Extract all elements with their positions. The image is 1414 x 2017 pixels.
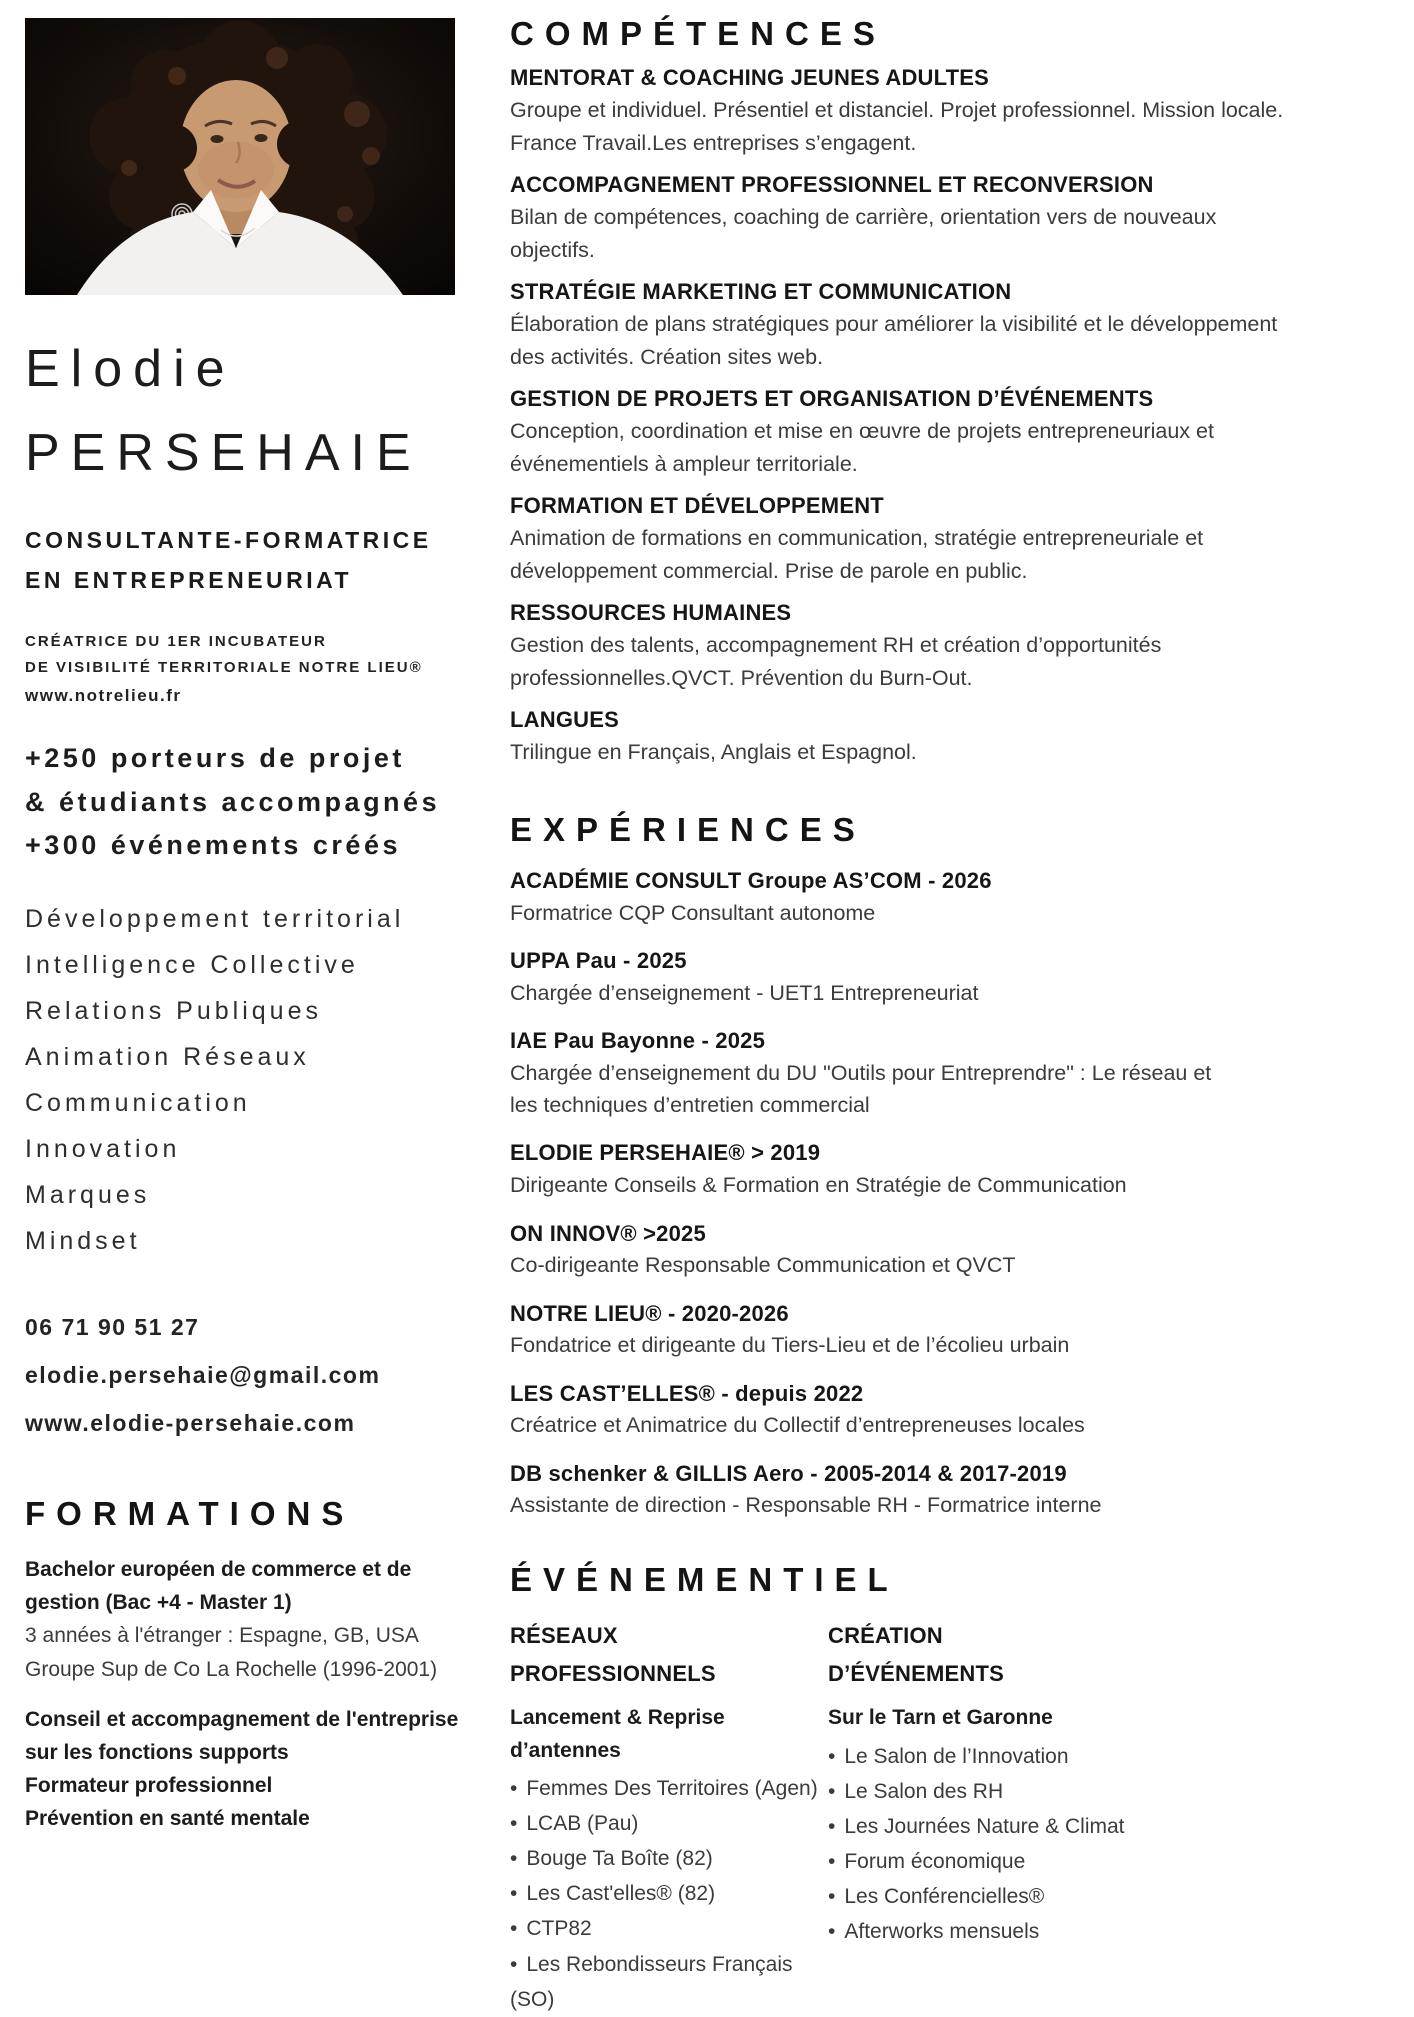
reseaux-item: • CTP82 [510,1911,828,1946]
formation-degree: Bachelor européen de commerce et de gestion (Bac +4 - Master 1) [25,1558,412,1615]
experience-title: LES CAST’ELLES® - depuis 2022 [510,1380,864,1406]
experience-title: UPPA Pau - 2025 [510,948,687,974]
reseaux-item: • Les Cast'elles® (82) [510,1876,828,1911]
phone-number[interactable]: 06 71 90 51 27 [25,1314,200,1341]
experience-title: ACADÉMIE CONSULT Groupe AS’COM - 2026 [510,868,992,894]
experience-item [510,946,1394,1009]
competence-text: Trilingue en Français, Anglais et Espagnol. [510,739,917,764]
creation-item: • Afterworks mensuels [828,1914,1394,1949]
competence-item [510,489,1394,589]
reseaux-heading-line2: PROFESSIONNELS [510,1660,716,1686]
email-address[interactable]: elodie.persehaie@gmail.com [25,1361,381,1388]
stat-evenements: +300 événements créés [25,830,401,861]
tagline-line1: CRÉATRICE DU 1ER INCUBATEUR [25,632,327,650]
experience-desc: Chargée d’enseignement du DU "Outils pour Entreprendre" : Le réseau et les techniques d’entretien commercial [510,1060,1212,1118]
competences-heading: COMPÉTENCES [510,15,886,52]
left-column [0,0,480,2000]
experience-title: ELODIE PERSEHAIE® > 2019 [510,1140,821,1166]
formation-degree: Formateur professionnel [25,1774,273,1798]
skill-item: Mindset [25,1227,141,1256]
skills-list [25,896,480,1264]
competence-title: RESSOURCES HUMAINES [510,599,792,625]
reseaux-subheading: Lancement & Reprise d’antennes [510,1706,725,1762]
competences-section [510,61,1394,770]
contact-block [25,1304,480,1447]
formation-detail: 3 années à l'étranger : Espagne, GB, USA [25,1624,419,1648]
creation-item: • Forum économique [828,1844,1394,1879]
competence-text: Conception, coordination et mise en œuvre de projets entrepreneuriaux et événementiels à ampleur territoriale. [510,418,1214,477]
experience-title: IAE Pau Bayonne - 2025 [510,1028,766,1054]
stat-porteurs: +250 porteurs de projet [25,742,405,773]
reseaux-professionnels-column [510,1617,828,2016]
last-name: PERSEHAIE [25,424,422,483]
experience-desc: Co-dirigeante Responsable Communication et QVCT [510,1253,1016,1278]
skill-item: Intelligence Collective [25,951,359,980]
skill-item: Innovation [25,1135,181,1164]
experience-item [510,1299,1394,1362]
competence-title: GESTION DE PROJETS ET ORGANISATION D’ÉVÉNEMENTS [510,385,1154,411]
creation-heading-line2: D’ÉVÉNEMENTS [828,1660,1004,1686]
competence-title: ACCOMPAGNEMENT PROFESSIONNEL ET RECONVERSION [510,171,1154,197]
competence-title: STRATÉGIE MARKETING ET COMMUNICATION [510,278,1012,304]
experience-item [510,1219,1394,1282]
competence-item [510,703,1394,770]
creation-list [828,1739,1394,1949]
formation-item [25,1553,470,1686]
experience-item [510,1138,1394,1201]
experience-desc: Assistante de direction - Responsable RH - Formatrice interne [510,1493,1102,1518]
person-name [25,327,480,495]
tagline-line2: DE VISIBILITÉ TERRITORIALE NOTRE LIEU® [25,659,423,677]
competence-text: Animation de formations en communication, stratégie entrepreneuriale et développement commercial. Prise de parole en public. [510,525,1204,584]
competence-item [510,382,1394,482]
reseaux-item: • LCAB (Pau) [510,1806,828,1841]
creation-item: • Le Salon de l’Innovation [828,1739,1394,1774]
skill-item: Relations Publiques [25,997,322,1026]
creation-item: • Les Journées Nature & Climat [828,1809,1394,1844]
skill-item: Marques [25,1181,151,1210]
experience-desc: Chargée d’enseignement - UET1 Entrepreneuriat [510,980,979,1005]
competence-title: FORMATION ET DÉVELOPPEMENT [510,492,884,518]
experience-desc: Dirigeante Conseils & Formation en Stratégie de Communication [510,1173,1127,1198]
stat-etudiants: & étudiants accompagnés [25,786,441,817]
experiences-section [510,810,1394,1522]
notrelieu-url[interactable]: www.notrelieu.fr [25,685,182,705]
experience-title: DB schenker & GILLIS Aero - 2005-2014 & 2017-2019 [510,1460,1067,1486]
creation-item: • Les Conférencielles® [828,1879,1394,1914]
experience-item [510,1459,1394,1522]
job-title [25,521,480,600]
evenementiel-section [510,1560,1394,2017]
right-column [480,0,1414,2011]
website-url[interactable]: www.elodie-persehaie.com [25,1409,356,1436]
reseaux-item: • Les Rebondisseurs Français (SO) [510,1947,828,2017]
reseaux-list [510,1771,828,2016]
formations-section [25,1553,480,1835]
job-title-line2: EN ENTREPRENEURIAT [25,567,353,594]
experience-title: ON INNOV® >2025 [510,1220,706,1246]
experience-item [510,866,1394,929]
first-name: Elodie [25,340,236,398]
experience-desc: Formatrice CQP Consultant autonome [510,900,876,925]
reseaux-heading [510,1617,828,1692]
portrait-illustration [25,18,455,295]
reseaux-item: • Femmes Des Territoires (Agen) [510,1771,828,1806]
competence-item [510,596,1394,696]
job-title-line1: CONSULTANTE-FORMATRICE [25,527,432,554]
experience-item [510,1379,1394,1442]
formation-item [25,1703,470,1836]
competence-title: LANGUES [510,706,619,732]
reseaux-item: • Bouge Ta Boîte (82) [510,1841,828,1876]
competence-item [510,168,1394,268]
reseaux-heading-line1: RÉSEAUX [510,1623,618,1649]
skill-item: Animation Réseaux [25,1043,310,1072]
formation-degree: Prévention en santé mentale [25,1807,310,1831]
formation-detail: Groupe Sup de Co La Rochelle (1996-2001) [25,1657,438,1681]
skill-item: Communication [25,1089,251,1118]
competence-text: Gestion des talents, accompagnement RH et création d’opportunités professionnelles.QVCT. Prévention du Burn-Out. [510,632,1162,691]
key-stats [25,737,480,868]
competence-title: MENTORAT & COACHING JEUNES ADULTES [510,64,990,90]
creation-evenements-column [828,1617,1394,2016]
experience-title: NOTRE LIEU® - 2020-2026 [510,1300,789,1326]
tagline [25,629,480,711]
creation-item: • Le Salon des RH [828,1774,1394,1809]
formations-heading: FORMATIONS [25,1494,355,1532]
creation-heading-line1: CRÉATION [828,1623,943,1649]
creation-subheading: Sur le Tarn et Garonne [828,1706,1053,1730]
creation-heading [828,1617,1394,1692]
competence-text: Groupe et individuel. Présentiel et distanciel. Projet professionnel. Mission locale. France Travail.Les entreprises s’engagent. [510,97,1284,156]
experience-desc: Fondatrice et dirigeante du Tiers-Lieu et de l’écolieu urbain [510,1333,1070,1358]
competence-text: Bilan de compétences, coaching de carrière, orientation vers de nouveaux objectifs. [510,204,1217,263]
skill-item: Développement territorial [25,905,405,934]
profile-photo [25,18,455,295]
competence-item [510,61,1394,161]
experiences-heading: EXPÉRIENCES [510,810,866,848]
formation-degree: Conseil et accompagnement de l'entreprise sur les fonctions supports [25,1707,459,1764]
competence-text: Élaboration de plans stratégiques pour améliorer la visibilité et le développement des activités. Création sites web. [510,311,1278,370]
experience-item [510,1026,1394,1121]
competence-item [510,275,1394,375]
evenementiel-heading: ÉVÉNEMENTIEL [510,1560,899,1598]
experience-desc: Créatrice et Animatrice du Collectif d’entrepreneuses locales [510,1413,1085,1438]
